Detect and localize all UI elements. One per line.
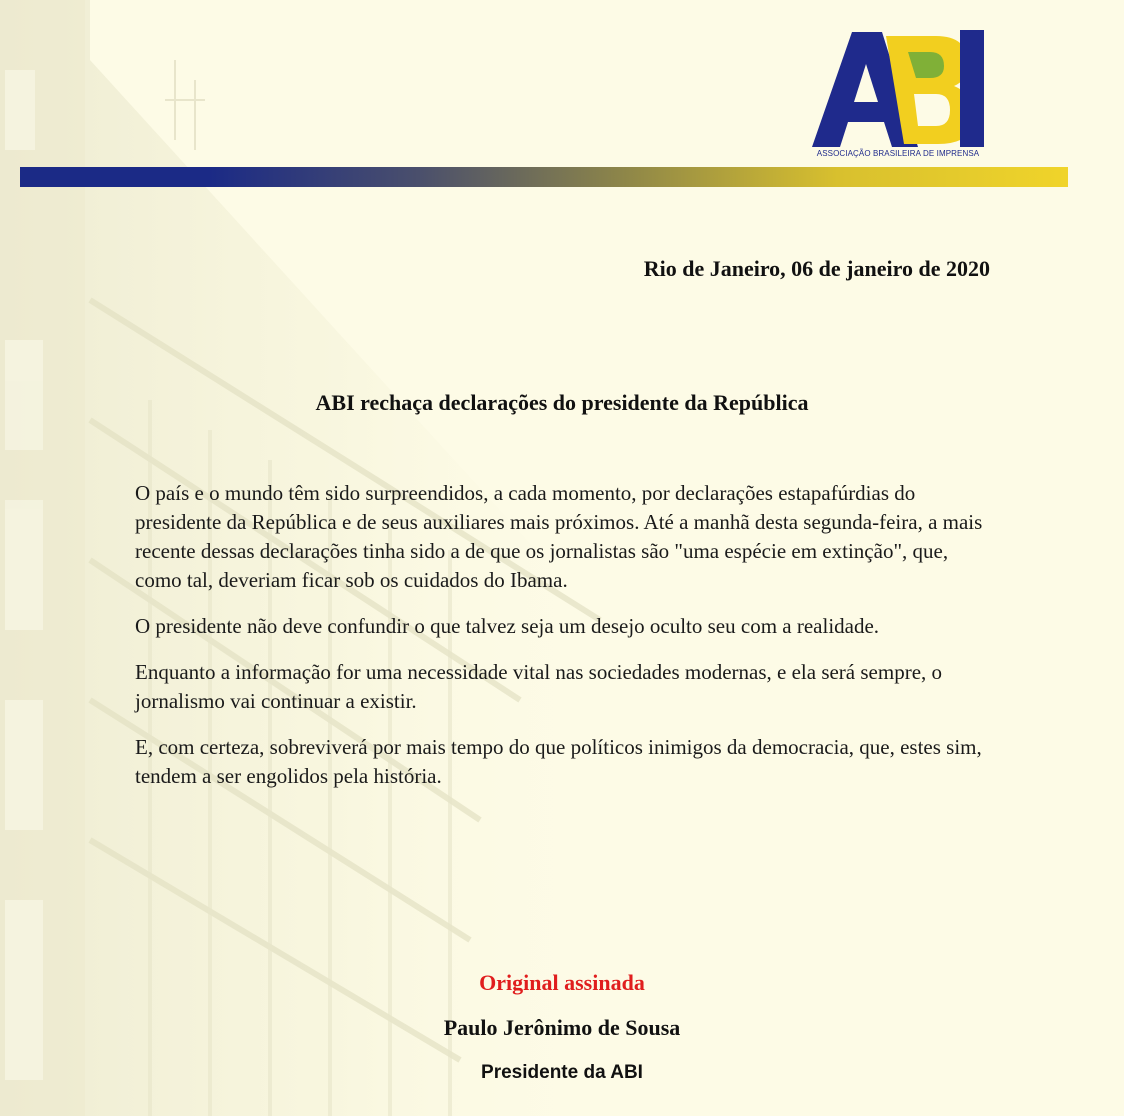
paragraph: O presidente não deve confundir o que talvez seja um desejo oculto seu com a realidade. bbox=[135, 614, 880, 638]
paragraph: O país e o mundo têm sido surpreendidos, a cada momento, por declarações estapafúrdias do presidente da República e de seus auxiliares mais próximos. Até a manhã desta segunda-feira, a mais recente dessas declarações tinha sido a de que os jornalistas são "uma espécie em extinção", que, como tal, deveriam ficar sob os cuidados do Ibama. bbox=[135, 481, 983, 592]
letter-body bbox=[135, 479, 995, 808]
letter-headline: ABI rechaça declarações do presidente da República bbox=[315, 390, 809, 415]
paragraph: Enquanto a informação for uma necessidade vital nas sociedades modernas, e ela será sempre, o jornalismo vai continuar a existir. bbox=[135, 660, 943, 713]
signer-role: Presidente da ABI bbox=[481, 1062, 643, 1083]
signed-note: Original assinada bbox=[479, 970, 645, 995]
letter-date: Rio de Janeiro, 06 de janeiro de 2020 bbox=[643, 256, 990, 281]
signer-name: Paulo Jerônimo de Sousa bbox=[443, 1015, 681, 1040]
abi-logo bbox=[808, 22, 988, 164]
logo-caption: ASSOCIAÇÃO BRASILEIRA DE IMPRENSA bbox=[816, 149, 980, 158]
paragraph: E, com certeza, sobreviverá por mais tempo do que políticos inimigos da democracia, que, estes sim, tendem a ser engolidos pela história. bbox=[135, 735, 982, 788]
header-rule bbox=[20, 167, 1068, 187]
